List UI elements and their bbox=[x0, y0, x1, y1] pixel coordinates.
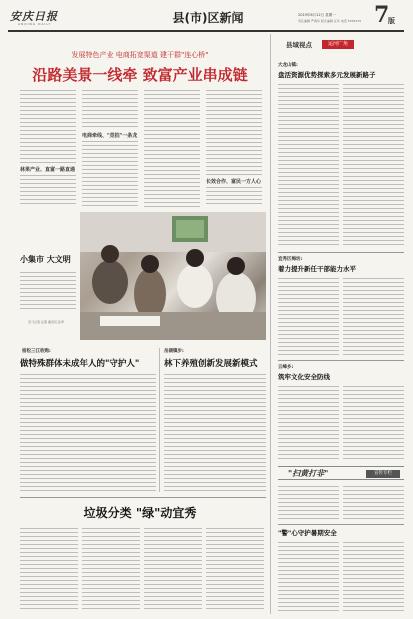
paper-name: 安庆日报 bbox=[10, 10, 58, 23]
sidebar-banner bbox=[278, 466, 404, 480]
date-line: 2019年8月12日 星期一 bbox=[298, 13, 336, 17]
editor-line: 责任编辑 严春华 版式编辑 汪华 电话 5325315 bbox=[298, 19, 362, 23]
lead-body-col-2 bbox=[82, 90, 138, 130]
sidebar-item1-kicker: 大龙山镇: bbox=[278, 63, 298, 68]
sidebar-item1-headline: 盘活资源优势探索多元发展新路子 bbox=[278, 71, 376, 79]
sidebar-rule-1 bbox=[278, 252, 404, 253]
story-bottom-body bbox=[20, 528, 266, 612]
news-photo bbox=[80, 212, 266, 340]
sidebar-item3-body bbox=[278, 386, 404, 460]
sidebar-rule-2 bbox=[278, 360, 404, 361]
page-suffix: 版 bbox=[388, 17, 395, 25]
column-divider bbox=[159, 348, 160, 492]
photo-caption-title: 小集市 大文明 bbox=[20, 255, 71, 264]
lead-body-col-3 bbox=[144, 90, 200, 207]
paper-roman: ANQING DAILY bbox=[18, 22, 52, 26]
story-bottom-headline: 垃圾分类 "绿"动宜秀 bbox=[83, 506, 197, 520]
sidebar-banner-text: "扫黄打非" bbox=[288, 468, 329, 478]
lead-subhead-2: 电商牵线、"竞拍"一条龙 bbox=[82, 133, 138, 139]
lead-headline: 沿路美景一线牵 致富产业串成链 bbox=[32, 66, 248, 84]
photo-caption-text bbox=[20, 272, 76, 312]
sidebar-divider bbox=[270, 34, 271, 614]
photo-caption-credit: 见习记者 汪燕 通讯员 张翠 bbox=[28, 320, 64, 324]
story-left-kicker: 宿松三江收购: bbox=[22, 349, 51, 354]
sidebar-item3-kicker: 云峰乡: bbox=[278, 365, 294, 370]
lead-subhead-1: 林果产业、直富一路直通 bbox=[20, 167, 76, 173]
photo-scene bbox=[80, 212, 266, 340]
bottom-rule bbox=[20, 497, 266, 498]
lead-body-col-4b bbox=[206, 187, 262, 207]
story-left-headline: 做特殊群体未成年人的"守护人" bbox=[20, 359, 140, 369]
lead-body-col-1 bbox=[20, 90, 76, 164]
sidebar-rule-3 bbox=[278, 524, 404, 525]
story-mid-kicker: 岳湖镇步: bbox=[164, 349, 184, 354]
sidebar-item4-headline: "警"心守护暑期安全 bbox=[278, 529, 337, 537]
masthead-rule bbox=[8, 30, 404, 32]
lead-subhead-3: 长效合作、富民一方人心 bbox=[206, 179, 262, 185]
sidebar-column-badge: 运河广角 bbox=[322, 40, 354, 49]
sidebar-item2-kicker: 宜秀区梅坊: bbox=[278, 257, 303, 262]
story-mid-headline: 林下养殖创新发展新模式 bbox=[164, 359, 258, 369]
sidebar-item1-body bbox=[278, 84, 404, 248]
page-number: 7 bbox=[374, 2, 390, 28]
story-mid-body bbox=[164, 374, 266, 492]
sidebar-banner-badge: 宣传专栏 bbox=[366, 470, 400, 478]
sidebar-column-name: 县域视点 bbox=[286, 41, 312, 49]
lead-body-col-2b bbox=[82, 141, 138, 207]
lead-body-col-1b bbox=[20, 175, 76, 207]
sidebar-item4-body bbox=[278, 542, 404, 612]
story-left-body bbox=[20, 374, 156, 492]
sidebar-banner-body bbox=[278, 486, 404, 520]
sidebar-item3-headline: 筑牢文化安全防线 bbox=[278, 373, 330, 381]
lead-kicker: 发展特色产业 电商拓宽渠道 建干群"连心桥" bbox=[71, 51, 209, 59]
section-title: 县(市)区新闻 bbox=[172, 11, 244, 25]
lead-body-col-4 bbox=[206, 90, 262, 176]
sidebar-item2-body bbox=[278, 278, 404, 356]
sidebar-item2-headline: 着力提升新任干部能力水平 bbox=[278, 265, 356, 273]
